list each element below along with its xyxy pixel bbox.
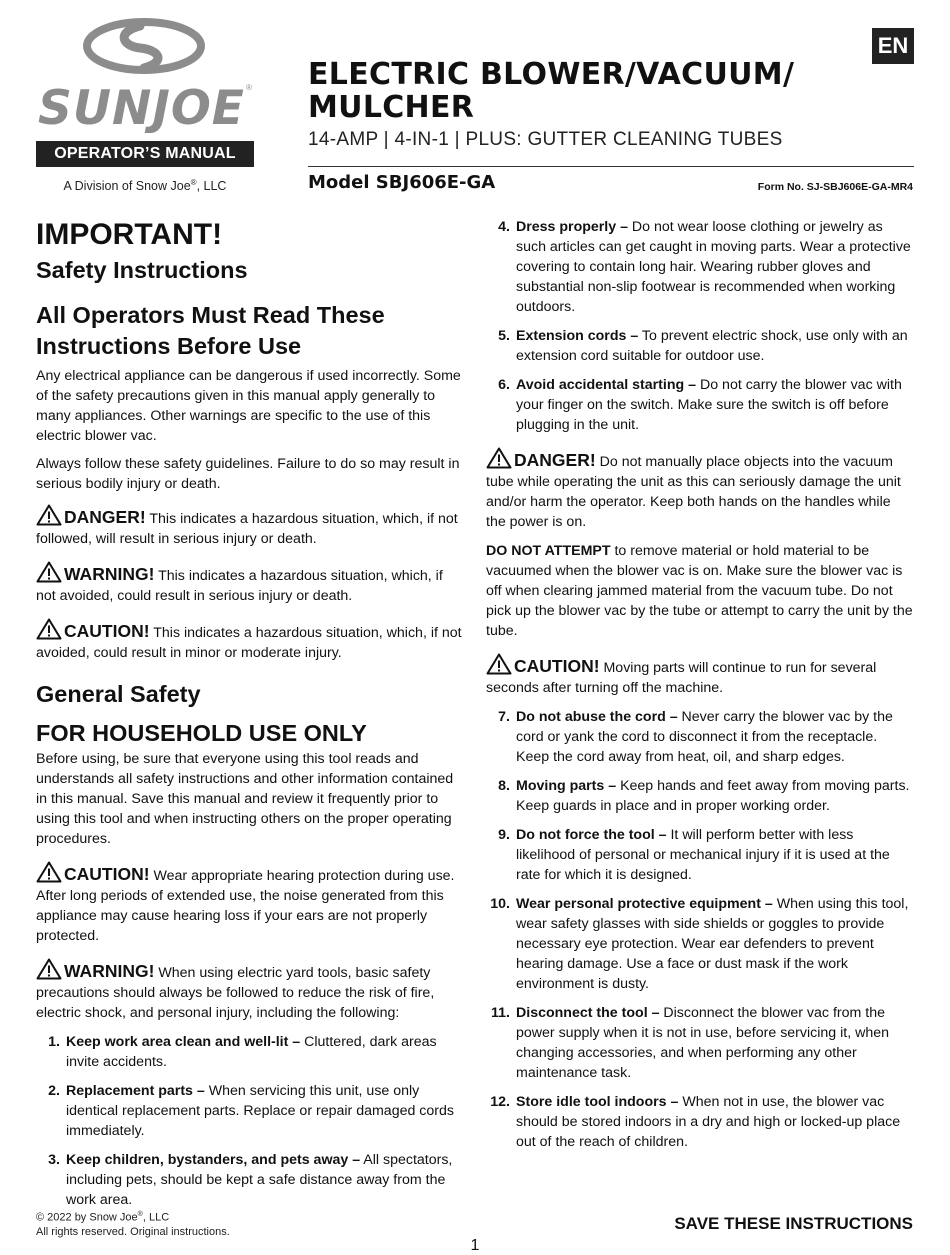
left-column (36, 218, 466, 1219)
moving-parts-caution: CAUTION! Moving parts will continue to run for several seconds after turning off the machine. (486, 653, 914, 698)
svg-text:SUNJOE: SUNJOE (38, 81, 245, 133)
right-column (486, 217, 914, 1161)
vacuum-tube-danger: DANGER! Do not manually place objects into the vacuum tube while operating the unit as this can seriously damage the unit and/or harm the operator. Keep both hands on the handles while the power is on. (486, 447, 914, 532)
save-instructions: SAVE THESE INSTRUCTIONS (674, 1214, 913, 1233)
warning-triangle-icon (486, 447, 512, 469)
list-item: 1. Keep work area clean and well-lit – Cluttered, dark areas invite accidents. (48, 1034, 437, 1070)
warning-triangle-icon (36, 958, 62, 980)
read-instructions-heading: All Operators Must Read These Instructions Before Use (36, 302, 385, 359)
page-number: 1 (470, 1237, 480, 1254)
safety-list-right-a (486, 217, 914, 435)
operators-manual-bar: OPERATOR’S MANUAL (36, 141, 254, 167)
important-heading: IMPORTANT! (36, 218, 223, 251)
caution-definition: CAUTION! This indicates a hazardous situation, which, if not avoided, could result in minor or moderate injury. (36, 618, 466, 663)
warning-definition: WARNING! This indicates a hazardous situation, which, if not avoided, could result in serious injury or death. (36, 561, 466, 606)
list-item: 12. Store idle tool indoors – When not in use, the blower vac should be stored indoors in a dry and high or locked-up place out of the reach of children. (490, 1094, 901, 1150)
warning-triangle-icon (36, 618, 62, 640)
header-divider (308, 166, 914, 167)
sunjoe-logo (36, 18, 256, 133)
list-item: 11. Disconnect the tool – Disconnect the blower vac from the power supply when it is not in use, before servicing it, when changing accessories, and when performing any other maintenance task. (491, 1005, 890, 1081)
intro-paragraph: Any electrical appliance can be dangerous if used incorrectly. Some of the safety precautions given in this manual apply generally to many appliances. Other warnings are specific to the use of this electric blower vac. (36, 368, 461, 444)
model-number: Model SBJ606E-GA (308, 172, 496, 193)
warning-triangle-icon (36, 861, 62, 883)
list-item: 8. Moving parts – Keep hands and feet away from moving parts. Keep guards in place and in proper working order. (498, 778, 910, 814)
svg-text:®: ® (246, 83, 252, 92)
household-use-heading: FOR HOUSEHOLD USE ONLY (36, 720, 367, 746)
safety-list-right-b (486, 707, 914, 1152)
safety-list-left (36, 1032, 466, 1210)
warning-triangle-icon (36, 504, 62, 526)
general-safety-heading: General Safety (36, 681, 201, 707)
always-follow-paragraph: Always follow these safety guidelines. Failure to do so may result in serious bodily injury or death. (36, 456, 460, 492)
do-not-attempt-paragraph: DO NOT ATTEMPT to remove material or hold material to be vacuumed when the blower vac is on. Make sure the blower vac is off when clearing jammed material from the vacuum tube. Do not pick up the blower vac by the tube or attempt to carry the unit by the tube. (486, 543, 913, 639)
list-item: 3. Keep children, bystanders, and pets away – All spectators, including pets, should be kept a safe distance away from the work area. (48, 1152, 453, 1208)
document-subtitle: 14-AMP | 4-IN-1 | PLUS: GUTTER CLEANING TUBES (308, 129, 783, 150)
division-line: A Division of Snow Joe®, LLC (63, 178, 227, 194)
danger-definition: DANGER! This indicates a hazardous situation, which, if not followed, will result in serious injury or death. (36, 504, 466, 549)
list-item: 4. Dress properly – Do not wear loose clothing or jewelry as such articles can get caught in moving parts. Wear a protective covering to contain long hair. Wearing rubber gloves and substantial non-slip footwear is recommended when working outdoors. (498, 219, 911, 315)
list-item: 7. Do not abuse the cord – Never carry the blower vac by the cord or yank the cord to disconnect it from the receptacle. Keep the cord away from heat, oil, and sharp edges. (498, 709, 893, 765)
hearing-caution: CAUTION! Wear appropriate hearing protection during use. After long periods of extended use, the noise generated from this appliance may cause hearing loss if your ears are not properly protected. (36, 861, 466, 946)
before-use-paragraph: Before using, be sure that everyone using this tool reads and understands all safety instructions and other information contained in this manual. Save this manual and review it frequently prior to using this tool and when instructing others on the proper operating procedures. (36, 751, 454, 847)
warning-triangle-icon (36, 561, 62, 583)
document-title: ELECTRIC BLOWER/VACUUM/ MULCHER (308, 57, 795, 125)
list-item: 5. Extension cords – To prevent electric shock, use only with an extension cord suitable for outdoor use. (498, 328, 908, 364)
yard-tools-warning: WARNING! When using electric yard tools, basic safety precautions should always be followed to reduce the risk of fire, electric shock, and personal injury, including the following: (36, 958, 466, 1023)
language-badge: EN (872, 28, 914, 64)
list-item: 6. Avoid accidental starting – Do not carry the blower vac with your finger on the switch. Make sure the switch is off before plugging in the unit. (498, 377, 902, 433)
list-item: 10. Wear personal protective equipment – When using this tool, wear safety glasses with side shields or goggles to provide necessary eye protection. Wear ear defenders to prevent hearing damage. Use a face or dust mask if the work environment is dusty. (490, 896, 909, 992)
copyright-notice: © 2022 by Snow Joe®, LLC All rights reserved. Original instructions. (36, 1211, 230, 1238)
list-item: 2. Replacement parts – When servicing this unit, use only identical replacement parts. Replace or repair damaged cords immediately. (48, 1083, 454, 1139)
warning-triangle-icon (486, 653, 512, 675)
safety-instructions-heading: Safety Instructions (36, 257, 248, 283)
form-number: Form No. SJ-SBJ606E-GA-MR4 (757, 181, 913, 193)
list-item: 9. Do not force the tool – It will perform better with less likelihood of personal or mechanical injury if it is used at the rate for which it is designed. (498, 827, 890, 883)
